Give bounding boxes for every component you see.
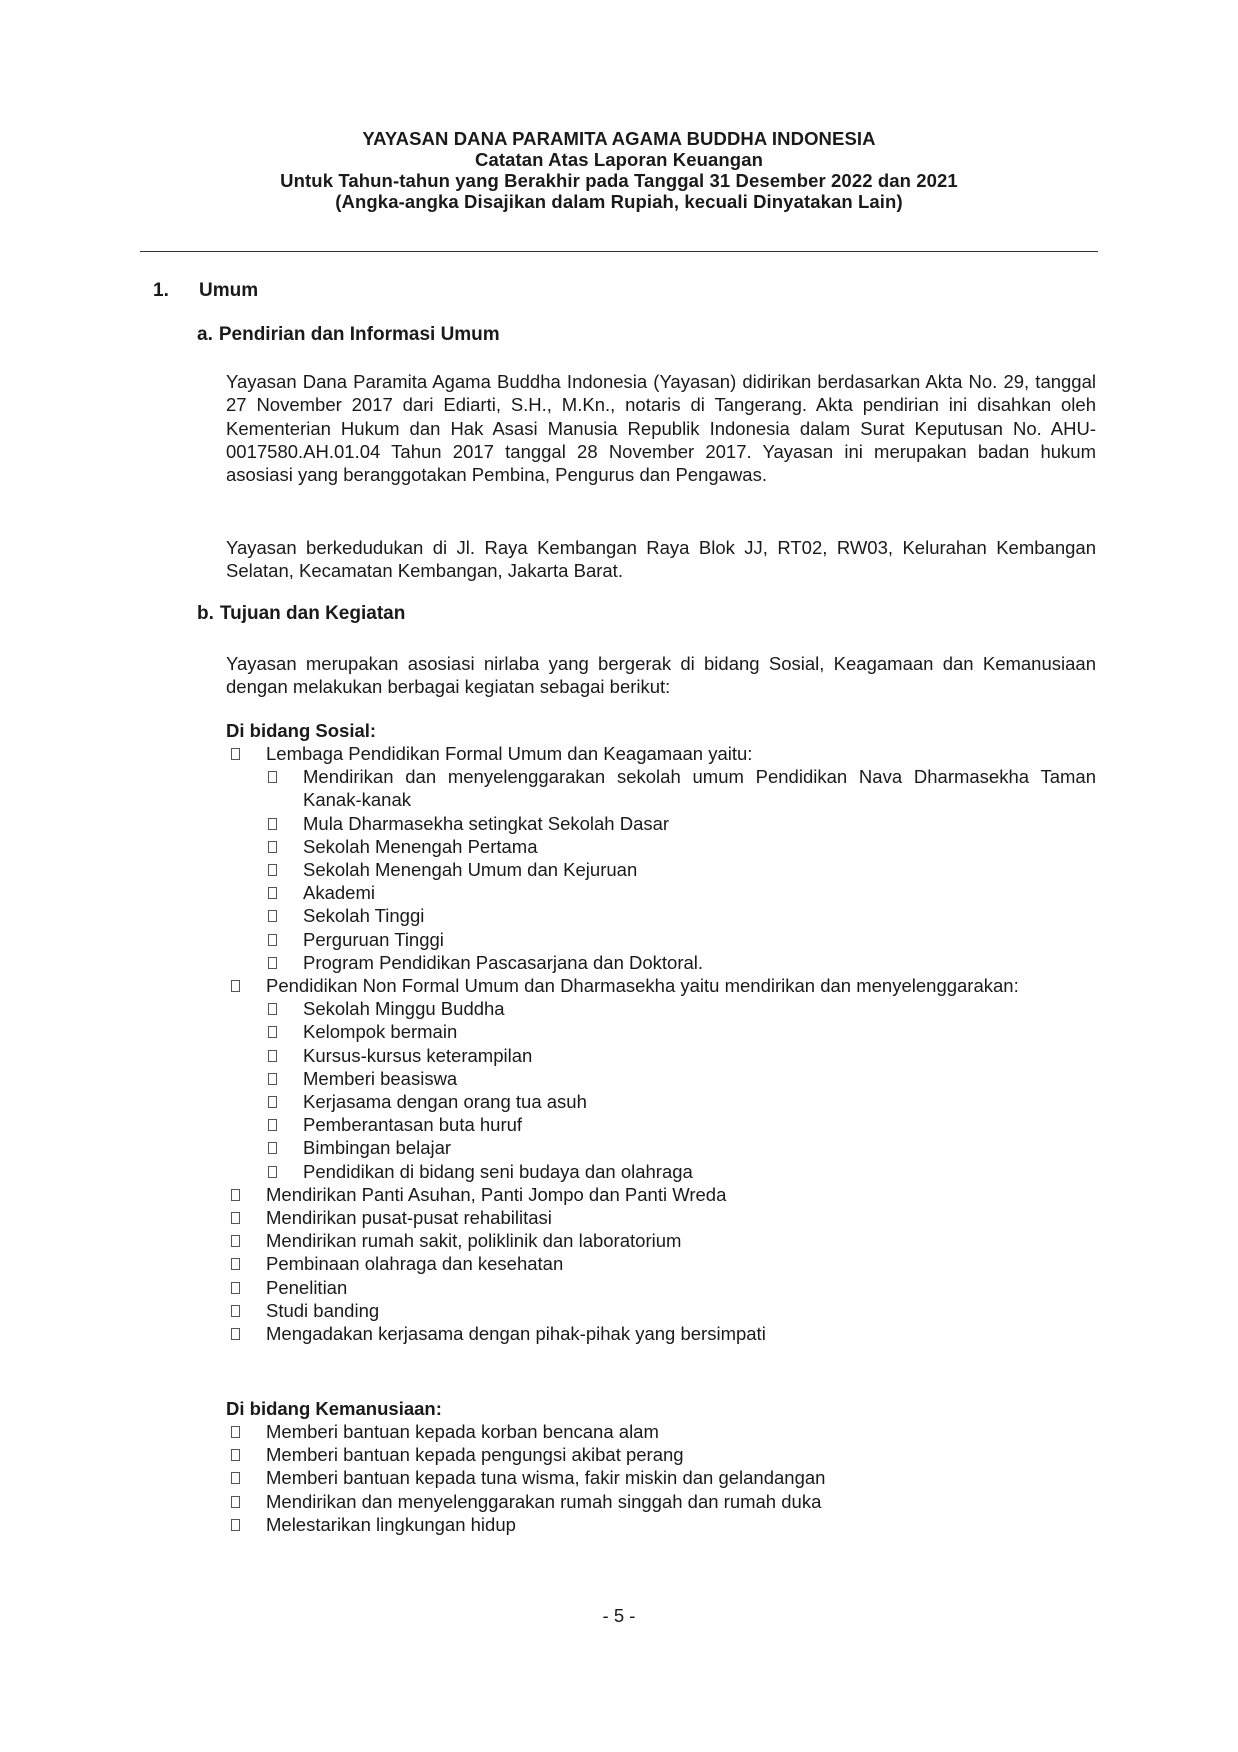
reporting-period: Untuk Tahun-tahun yang Berakhir pada Tanggal 31 Desember 2022 dan 2021 <box>280 170 958 191</box>
list-item: Lembaga Pendidikan Formal Umum dan Keagamaan yaitu: <box>226 742 1096 765</box>
checkbox-bullet-icon <box>268 1003 277 1015</box>
currency-note: (Angka-angka Disajikan dalam Rupiah, kecuali Dinyatakan Lain) <box>335 191 903 212</box>
checkbox-bullet-icon <box>268 1050 277 1062</box>
checkbox-bullet-icon <box>268 818 277 830</box>
subsection-letter: b. <box>197 603 214 624</box>
checkbox-bullet-icon <box>268 1166 277 1178</box>
list-item: Sekolah Menengah Umum dan Kejuruan <box>226 858 1096 881</box>
activities-intro-paragraph: Yayasan merupakan asosiasi nirlaba yang bergerak di bidang Sosial, Keagamaan dan Kemanusiaan dengan melakukan berbagai kegiatan sebagai berikut: <box>226 653 1096 698</box>
list-item: Pendidikan Non Formal Umum dan Dharmasekha yaitu mendirikan dan menyelenggarakan: <box>226 974 1096 997</box>
checkbox-bullet-icon <box>268 841 277 853</box>
list-item: Akademi <box>226 881 1096 904</box>
document-title: Catatan Atas Laporan Keuangan <box>475 149 763 170</box>
subsection-heading-a <box>197 324 500 346</box>
social-activities-list <box>226 742 1096 1345</box>
document-header <box>0 128 1238 212</box>
list-item: Perguruan Tinggi <box>226 928 1096 951</box>
list-item: Kursus-kursus keterampilan <box>226 1044 1096 1067</box>
list-item: Memberi beasiswa <box>226 1067 1096 1090</box>
list-item: Memberi bantuan kepada korban bencana alam <box>226 1420 1096 1443</box>
checkbox-bullet-icon <box>268 1096 277 1108</box>
list-item: Kerjasama dengan orang tua asuh <box>226 1090 1096 1113</box>
checkbox-bullet-icon <box>231 1426 240 1438</box>
checkbox-bullet-icon <box>231 1305 240 1317</box>
organization-name: YAYASAN DANA PARAMITA AGAMA BUDDHA INDONESIA <box>362 128 876 149</box>
domicile-paragraph: Yayasan berkedudukan di Jl. Raya Kembangan Raya Blok JJ, RT02, RW03, Kelurahan Kembangan Selatan, Kecamatan Kembangan, Jakarta Barat. <box>226 537 1096 582</box>
checkbox-bullet-icon <box>268 1073 277 1085</box>
checkbox-bullet-icon <box>231 748 240 760</box>
list-item: Sekolah Tinggi <box>226 904 1096 927</box>
section-title: Umum <box>199 280 259 301</box>
checkbox-bullet-icon <box>231 1189 240 1201</box>
checkbox-bullet-icon <box>231 1519 240 1531</box>
checkbox-bullet-icon <box>231 1282 240 1294</box>
header-divider <box>140 251 1098 252</box>
checkbox-bullet-icon <box>231 1235 240 1247</box>
checkbox-bullet-icon <box>268 957 277 969</box>
checkbox-bullet-icon <box>231 1258 240 1270</box>
list-item: Mendirikan dan menyelenggarakan rumah singgah dan rumah duka <box>226 1490 1096 1513</box>
checkbox-bullet-icon <box>268 934 277 946</box>
checkbox-bullet-icon <box>268 887 277 899</box>
humanitarian-field-heading: Di bidang Kemanusiaan: <box>226 1398 442 1419</box>
list-item: Mendirikan Panti Asuhan, Panti Jompo dan Panti Wreda <box>226 1183 1096 1206</box>
social-field-heading: Di bidang Sosial: <box>226 720 377 741</box>
page-number: - 5 - <box>602 1605 636 1626</box>
checkbox-bullet-icon <box>231 1496 240 1508</box>
list-item: Mendirikan rumah sakit, poliklinik dan laboratorium <box>226 1229 1096 1252</box>
list-item: Sekolah Menengah Pertama <box>226 835 1096 858</box>
list-item: Pendidikan di bidang seni budaya dan olahraga <box>226 1160 1096 1183</box>
checkbox-bullet-icon <box>231 1449 240 1461</box>
list-item: Memberi bantuan kepada pengungsi akibat perang <box>226 1443 1096 1466</box>
list-item: Melestarikan lingkungan hidup <box>226 1513 1096 1536</box>
list-item: Pembinaan olahraga dan kesehatan <box>226 1252 1096 1275</box>
checkbox-bullet-icon <box>231 1328 240 1340</box>
checkbox-bullet-icon <box>268 771 277 783</box>
establishment-paragraph: Yayasan Dana Paramita Agama Buddha Indonesia (Yayasan) didirikan berdasarkan Akta No. 29, tanggal 27 November 2017 dari Ediarti, S.H., M.Kn., notaris di Tangerang. Akta pendirian ini disahkan oleh Kementerian Hukum dan Hak Asasi Manusia Republik Indonesia dalam Surat Keputusan No. AHU-0017580.AH.01.04 Tahun 2017 tanggal 28 November 2017. Yayasan ini merupakan badan hukum asosiasi yang beranggotakan Pembina, Pengurus dan Pengawas. <box>226 371 1096 486</box>
checkbox-bullet-icon <box>231 1212 240 1224</box>
checkbox-bullet-icon <box>268 1142 277 1154</box>
subsection-title: Pendirian dan Informasi Umum <box>218 324 500 345</box>
list-item: Memberi bantuan kepada tuna wisma, fakir miskin dan gelandangan <box>226 1466 1096 1489</box>
list-item: Bimbingan belajar <box>226 1136 1096 1159</box>
humanitarian-activities-list <box>226 1420 1096 1536</box>
list-item: Pemberantasan buta huruf <box>226 1113 1096 1136</box>
checkbox-bullet-icon <box>268 910 277 922</box>
subsection-heading-b <box>197 603 405 625</box>
list-item: Sekolah Minggu Buddha <box>226 997 1096 1020</box>
list-item: Penelitian <box>226 1276 1096 1299</box>
subsection-letter: a. <box>197 324 213 345</box>
list-item: Mengadakan kerjasama dengan pihak-pihak yang bersimpati <box>226 1322 1096 1345</box>
checkbox-bullet-icon <box>268 1119 277 1131</box>
subsection-title: Tujuan dan Kegiatan <box>219 603 406 624</box>
list-item: Mula Dharmasekha setingkat Sekolah Dasar <box>226 812 1096 835</box>
list-item: Studi banding <box>226 1299 1096 1322</box>
section-heading-umum <box>153 280 258 302</box>
checkbox-bullet-icon <box>231 1472 240 1484</box>
checkbox-bullet-icon <box>231 980 240 992</box>
list-item: Kelompok bermain <box>226 1020 1096 1043</box>
checkbox-bullet-icon <box>268 1026 277 1038</box>
list-item: Mendirikan pusat-pusat rehabilitasi <box>226 1206 1096 1229</box>
checkbox-bullet-icon <box>268 864 277 876</box>
section-number: 1. <box>153 280 169 301</box>
list-item: Program Pendidikan Pascasarjana dan Doktoral. <box>226 951 1096 974</box>
list-item: Mendirikan dan menyelenggarakan sekolah umum Pendidikan Nava Dharmasekha Taman Kanak-kanak <box>226 765 1096 811</box>
